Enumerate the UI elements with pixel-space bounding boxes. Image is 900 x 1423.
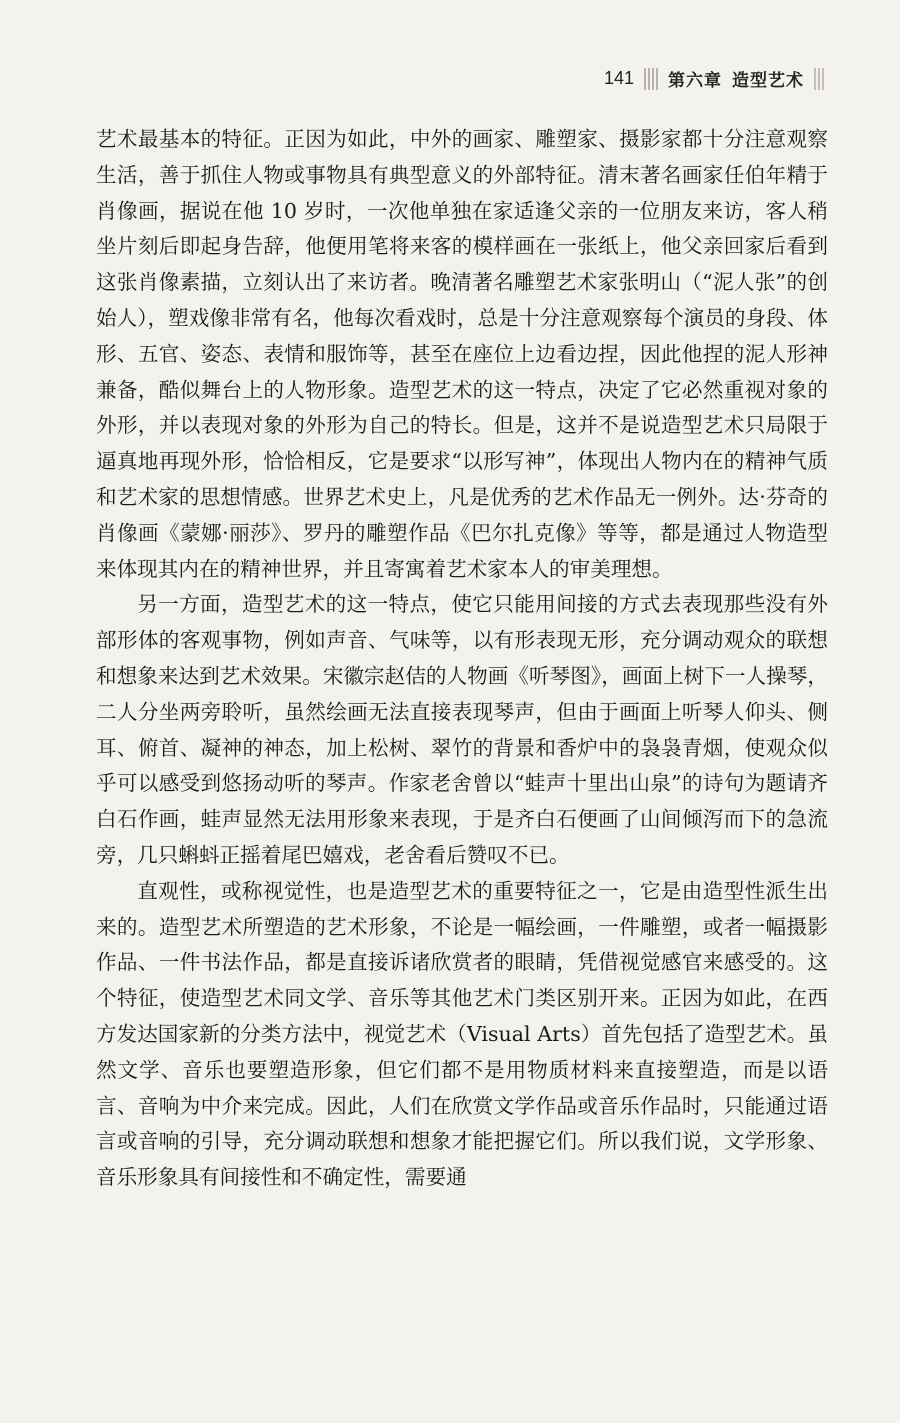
paragraph: 另一方面，造型艺术的这一特点，使它只能用间接的方式去表现那些没有外部形体的客观事物，例如声音、气味等，以有形表现无形，充分调动观众的联想和想象来达到艺术效果。宋徽宗赵佶的人物画《听琴图》，画面上树下一人操琴，二人分坐两旁聆听，虽然绘画无法直接表现琴声，但由于画面上听琴人仰头、侧耳、俯首、凝神的神态，加上松树、翠竹的背景和香炉中的袅袅青烟，使观众似乎可以感受到悠扬动听的琴声。作家老舍曾以“蛙声十里出山泉”的诗句为题请齐白石作画，蛙声显然无法用形象来表现，于是齐白石便画了山间倾泻而下的急流旁，几只蝌蚪正摇着尾巴嬉戏，老舍看后赞叹不已。	[96, 592, 828, 867]
paragraph: 直观性，或称视觉性，也是造型艺术的重要特征之一，它是由造型性派生出来的。造型艺术所塑造的艺术形象，不论是一幅绘画，一件雕塑，或者一幅摄影作品、一件书法作品，都是直接诉诸欣赏者的眼睛，凭借视觉感官来感受的。这个特征，使造型艺术同文学、音乐等其他艺术门类区别开来。正因为如此，在西方发达国家新的分类方法中，视觉艺术（Visual Arts）首先包括了造型艺术。虽然文学、音乐也要塑造形象，但它们都不是用物质材料来直接塑造，而是以语言、音响为中介来完成。因此，人们在欣赏文学作品或音乐作品时，只能通过语言或音响的引导，充分调动联想和想象才能把握它们。所以我们说，文学形象、音乐形象具有间接性和不确定性，需要通	[96, 878, 828, 1190]
running-header	[604, 66, 826, 91]
chapter-title: 造型艺术	[732, 71, 804, 91]
paragraph: 艺术最基本的特征。正因为如此，中外的画家、雕塑家、摄影家都十分注意观察生活，善于抓住人物或事物具有典型意义的外部特征。清末著名画家任伯年精于肖像画，据说在他 10 岁时，一次他单独在家适逢父亲的一位朋友来访，客人稍坐片刻后即起身告辞，他便用笔将来客的模样画在一张纸上，他父亲回家后看到这张肖像素描，立刻认出了来访者。晚清著名雕塑艺术家张明山（“泥人张”的创始人），塑戏像非常有名，他每次看戏时，总是十分注意观察每个演员的身段、体形、五官、姿态、表情和服饰等，甚至在座位上边看边捏，因此他捏的泥人形神兼备，酷似舞台上的人物形象。造型艺术的这一特点，决定了它必然重视对象的外形，并以表现对象的外形为自己的特长。但是，这并不是说造型艺术只局限于逼真地再现外形，恰恰相反，它是要求“以形写神”，体现出人物内在的精神气质和艺术家的思想情感。世界艺术史上，凡是优秀的艺术作品无一例外。达·芬奇的肖像画《蒙娜·丽莎》、罗丹的雕塑作品《巴尔扎克像》等等，都是通过人物造型来体现其内在的精神世界，并且寄寓着艺术家本人的审美理想。	[96, 127, 828, 581]
body-text	[96, 122, 828, 1196]
chapter-label: 第六章	[668, 71, 722, 91]
header-ornament-right	[814, 68, 826, 90]
header-ornament	[644, 68, 658, 90]
page-number: 141	[603, 68, 634, 88]
